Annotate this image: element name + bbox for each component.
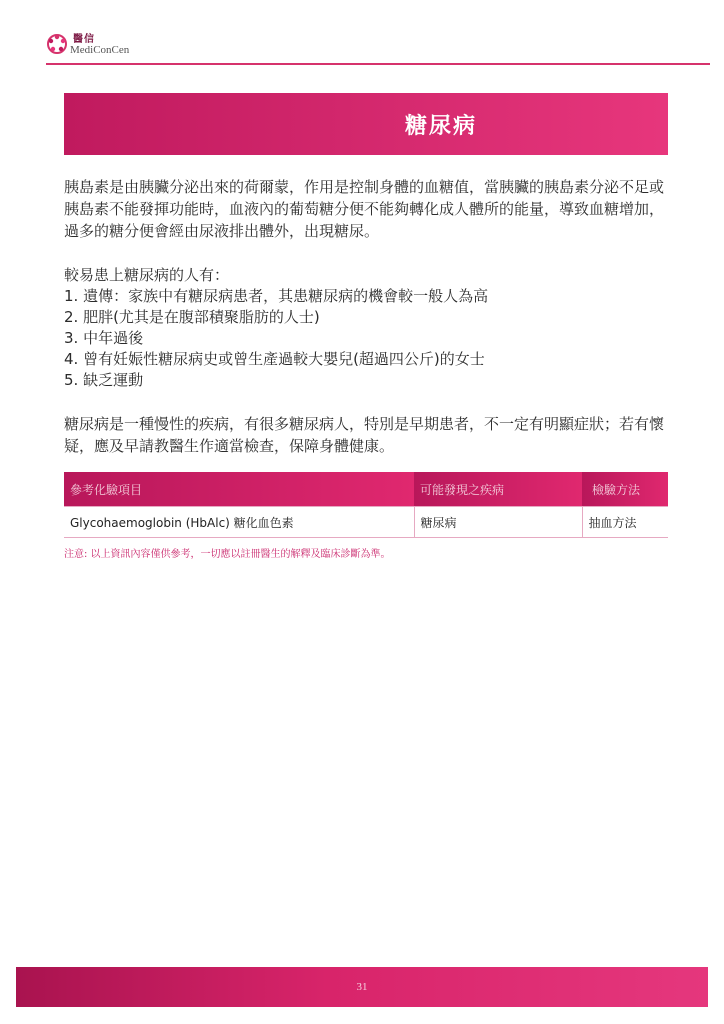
risk-factor-item: 5. 缺乏運動 — [64, 371, 144, 389]
risk-factor-item: 4. 曾有妊娠性糖尿病史或曾生產過較大嬰兒(超過四公斤)的女士 — [64, 350, 485, 368]
column-header-disease: 可能發現之疾病 — [414, 472, 582, 507]
logo-mark-icon — [46, 33, 68, 55]
cell-test-item: Glycohaemoglobin (HbAlc) 糖化血色素 — [64, 507, 414, 538]
logo-english-text: MediConCen — [70, 44, 130, 56]
risk-factor-item: 3. 中年過後 — [64, 329, 144, 347]
risk-factor-item: 1. 遺傳：家族中有糖尿病患者，其患糖尿病的機會較一般人為高 — [64, 287, 489, 305]
mediconcen-logo — [46, 30, 166, 60]
header-divider — [46, 63, 710, 65]
column-header-test-item: 參考化驗項目 — [64, 472, 414, 507]
table-header-row — [64, 472, 668, 507]
risk-factor-list — [64, 286, 668, 391]
advice-paragraph: 糖尿病是一種慢性的疾病，有很多糖尿病人，特別是早期患者，不一定有明顯症狀；若有懷疑，應及早請教醫生作適當檢查，保障身體健康。 — [64, 415, 665, 455]
reference-test-table — [64, 472, 668, 538]
risk-list-heading: 較易患上糖尿病的人有： — [64, 266, 230, 284]
page-title: 糖尿病 — [404, 113, 477, 139]
column-header-method: 檢驗方法 — [582, 472, 668, 507]
title-banner — [64, 93, 668, 155]
page-number: 31 — [356, 981, 368, 993]
disclaimer-note: 注意: 以上資訊內容僅供參考，一切應以註冊醫生的解釋及臨床診斷為準。 — [64, 549, 391, 560]
cell-method: 抽血方法 — [582, 507, 668, 538]
intro-paragraph: 胰島素是由胰臟分泌出來的荷爾蒙，作用是控制身體的血糖值，當胰臟的胰島素分泌不足或胰島素不能發揮功能時，血液內的葡萄糖分便不能夠轉化成人體所的能量，導致血糖增加，過多的糖分便會經由尿液排出體外，出現糖尿。 — [64, 178, 665, 240]
cell-disease: 糖尿病 — [414, 507, 582, 538]
article-body — [64, 176, 668, 457]
footer-banner — [16, 967, 708, 1007]
table-row — [64, 507, 668, 538]
risk-factor-item: 2. 肥胖(尤其是在腹部積聚脂肪的人士) — [64, 308, 320, 326]
logo-chinese-text: 醫信 — [73, 34, 95, 45]
